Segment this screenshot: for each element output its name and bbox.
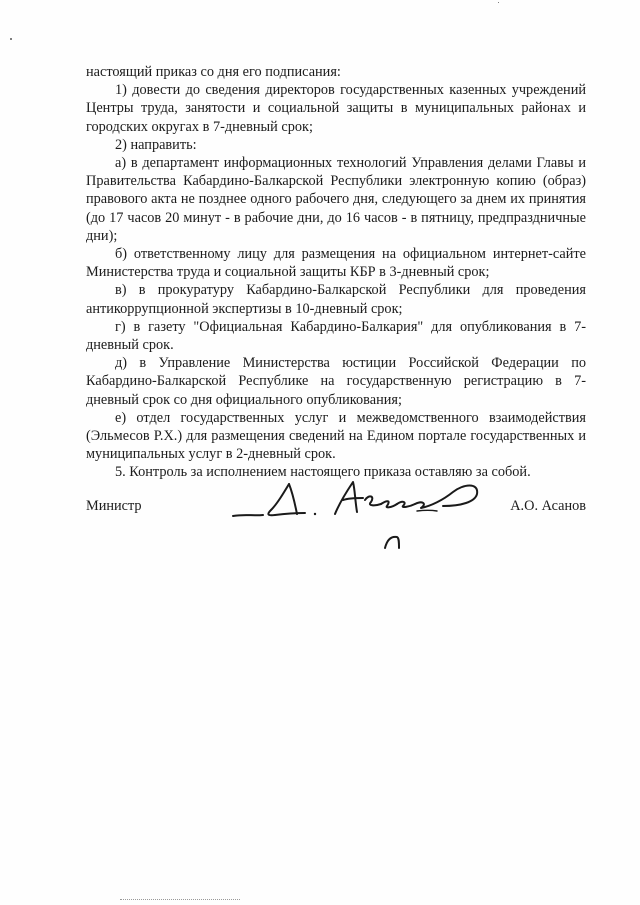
paragraph-item-v: в) в прокуратуру Кабардино-Балкарской Республики для проведения антикоррупционной экспертизы в 10-дневный срок; <box>86 282 586 317</box>
signatory-name: А.О. Асанов <box>510 498 586 514</box>
signatory-role: Министр <box>86 498 142 514</box>
paragraph-intro: настоящий приказ со дня его подписания: <box>86 64 341 80</box>
paragraph-item-b: б) ответственному лицу для размещения на официальном интернет-сайте Министерства труда и социальной защиты КБР в 3-дневный срок; <box>86 246 586 281</box>
scan-speck <box>498 2 499 3</box>
signature-block <box>86 470 586 550</box>
paragraph-item-a: а) в департамент информационных технологий Управления делами Главы и Правительства Кабардино-Балкарской Республики электронную копию (образ) правового акта не позднее одного рабочего дня, следующего за днем их принятия (до 17 часов 20 минут - в рабочие дни, до 16 часов - в пятницу, предпраздничные дни); <box>86 155 586 244</box>
paragraph-item-5: 5. Контроль за исполнением настоящего приказа оставляю за собой. <box>115 464 531 481</box>
document-body <box>86 63 586 482</box>
scan-speck <box>10 38 12 40</box>
scan-edge <box>120 899 240 901</box>
paragraph-item-1: 1) довести до сведения директоров государственных казенных учреждений Центры труда, занятости и социальной защиты в муниципальных районах и городских округах в 7-дневный срок; <box>86 82 586 135</box>
handwritten-signature <box>231 470 491 550</box>
paragraph-item-g: г) в газету "Официальная Кабардино-Балкария" для опубликования в 7-дневный срок. <box>86 318 586 354</box>
paragraph-item-d: д) в Управление Министерства юстиции Российской Федерации по Кабардино-Балкарской Республике на государственную регистрацию в 7-дневный срок со дня официального опубликования; <box>86 355 586 408</box>
paragraph-item-e: е) отдел государственных услуг и межведомственного взаимодействия (Эльмесов Р.Х.) для размещения сведений на Едином портале государственных и муниципальных услуг в 2-дневный срок. <box>86 409 586 463</box>
paragraph-item-2: 2) направить: <box>115 136 197 153</box>
